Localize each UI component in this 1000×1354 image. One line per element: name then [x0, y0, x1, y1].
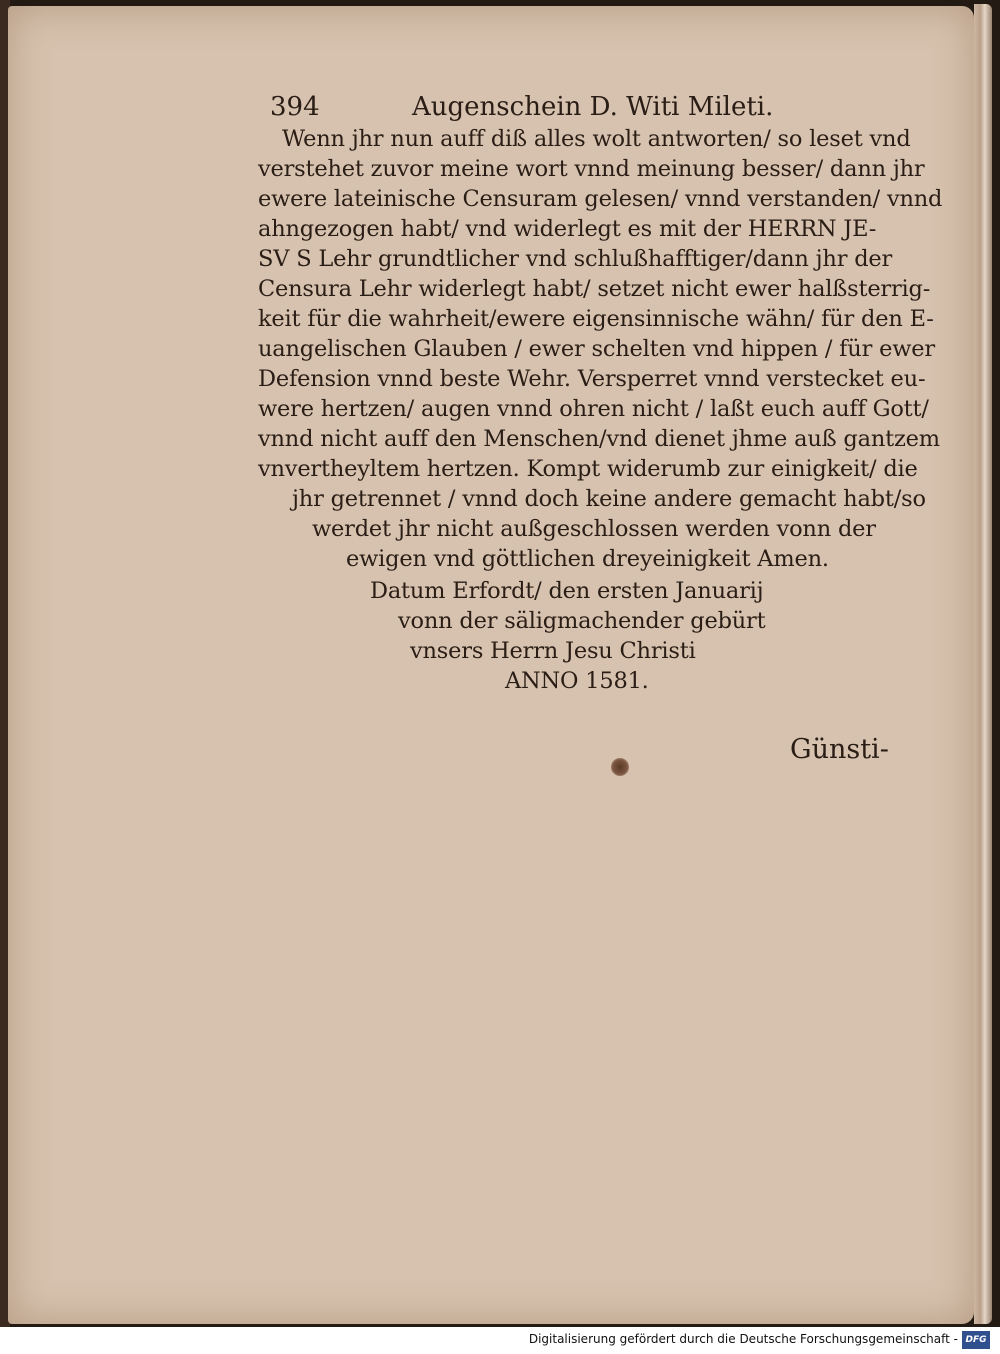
page-edge	[974, 4, 992, 1324]
text-line-6: Censura Lehr widerlegt habt/ setzet nicht ewer halßsterrig-	[258, 276, 931, 302]
ink-stain	[611, 758, 629, 776]
text-line-15: ewigen vnd göttlichen dreyeinigkeit Amen.	[346, 546, 829, 572]
text-line-12: vnvertheyltem hertzen. Kompt widerumb zur einigkeit/ die	[258, 456, 918, 482]
footer-bar	[0, 1327, 1000, 1354]
text-line-17: vonn der säligmachender gebürt	[398, 608, 766, 634]
footer-credit: Digitalisierung gefördert durch die Deutsche Forschungsgemeinschaft -	[528, 1332, 958, 1346]
text-line-2: verstehet zuvor meine wort vnnd meinung besser/ dann jhr	[258, 156, 925, 182]
text-line-18: vnsers Herrn Jesu Christi	[410, 638, 696, 664]
page-number: 394	[270, 92, 320, 122]
text-line-14: werdet jhr nicht außgeschlossen werden vonn der	[312, 516, 876, 542]
text-line-11: vnnd nicht auff den Menschen/vnd dienet jhme auß gantzem	[258, 426, 940, 452]
text-line-1: Wenn jhr nun auff diß alles wolt antworten/ so leset vnd	[282, 126, 911, 152]
text-line-8: uangelischen Glauben / ewer schelten vnd hippen / für ewer	[258, 336, 935, 362]
text-line-16: Datum Erfordt/ den ersten Januarij	[370, 578, 764, 604]
text-line-9: Defension vnnd beste Wehr. Versperret vnnd verstecket eu-	[258, 366, 926, 392]
catchword: Günsti-	[790, 734, 889, 765]
text-line-3: ewere lateinische Censuram gelesen/ vnnd verstanden/ vnnd	[258, 186, 943, 212]
text-line-5: SV S Lehr grundtlicher vnd schlußhafftiger/dann jhr der	[258, 246, 893, 272]
text-line-13: jhr getrennet / vnnd doch keine andere gemacht habt/so	[292, 486, 926, 512]
running-head: Augenschein D. Witi Mileti.	[412, 92, 774, 122]
text-line-19: ANNO 1581.	[505, 668, 649, 694]
text-line-4: ahngezogen habt/ vnd widerlegt es mit der HERRN JE-	[258, 216, 877, 242]
text-line-10: were hertzen/ augen vnnd ohren nicht / laßt euch auff Gott/	[258, 396, 929, 422]
text-line-7: keit für die wahrheit/ewere eigensinnische wähn/ für den E-	[258, 306, 934, 332]
dfg-logo: DFG	[962, 1331, 990, 1349]
